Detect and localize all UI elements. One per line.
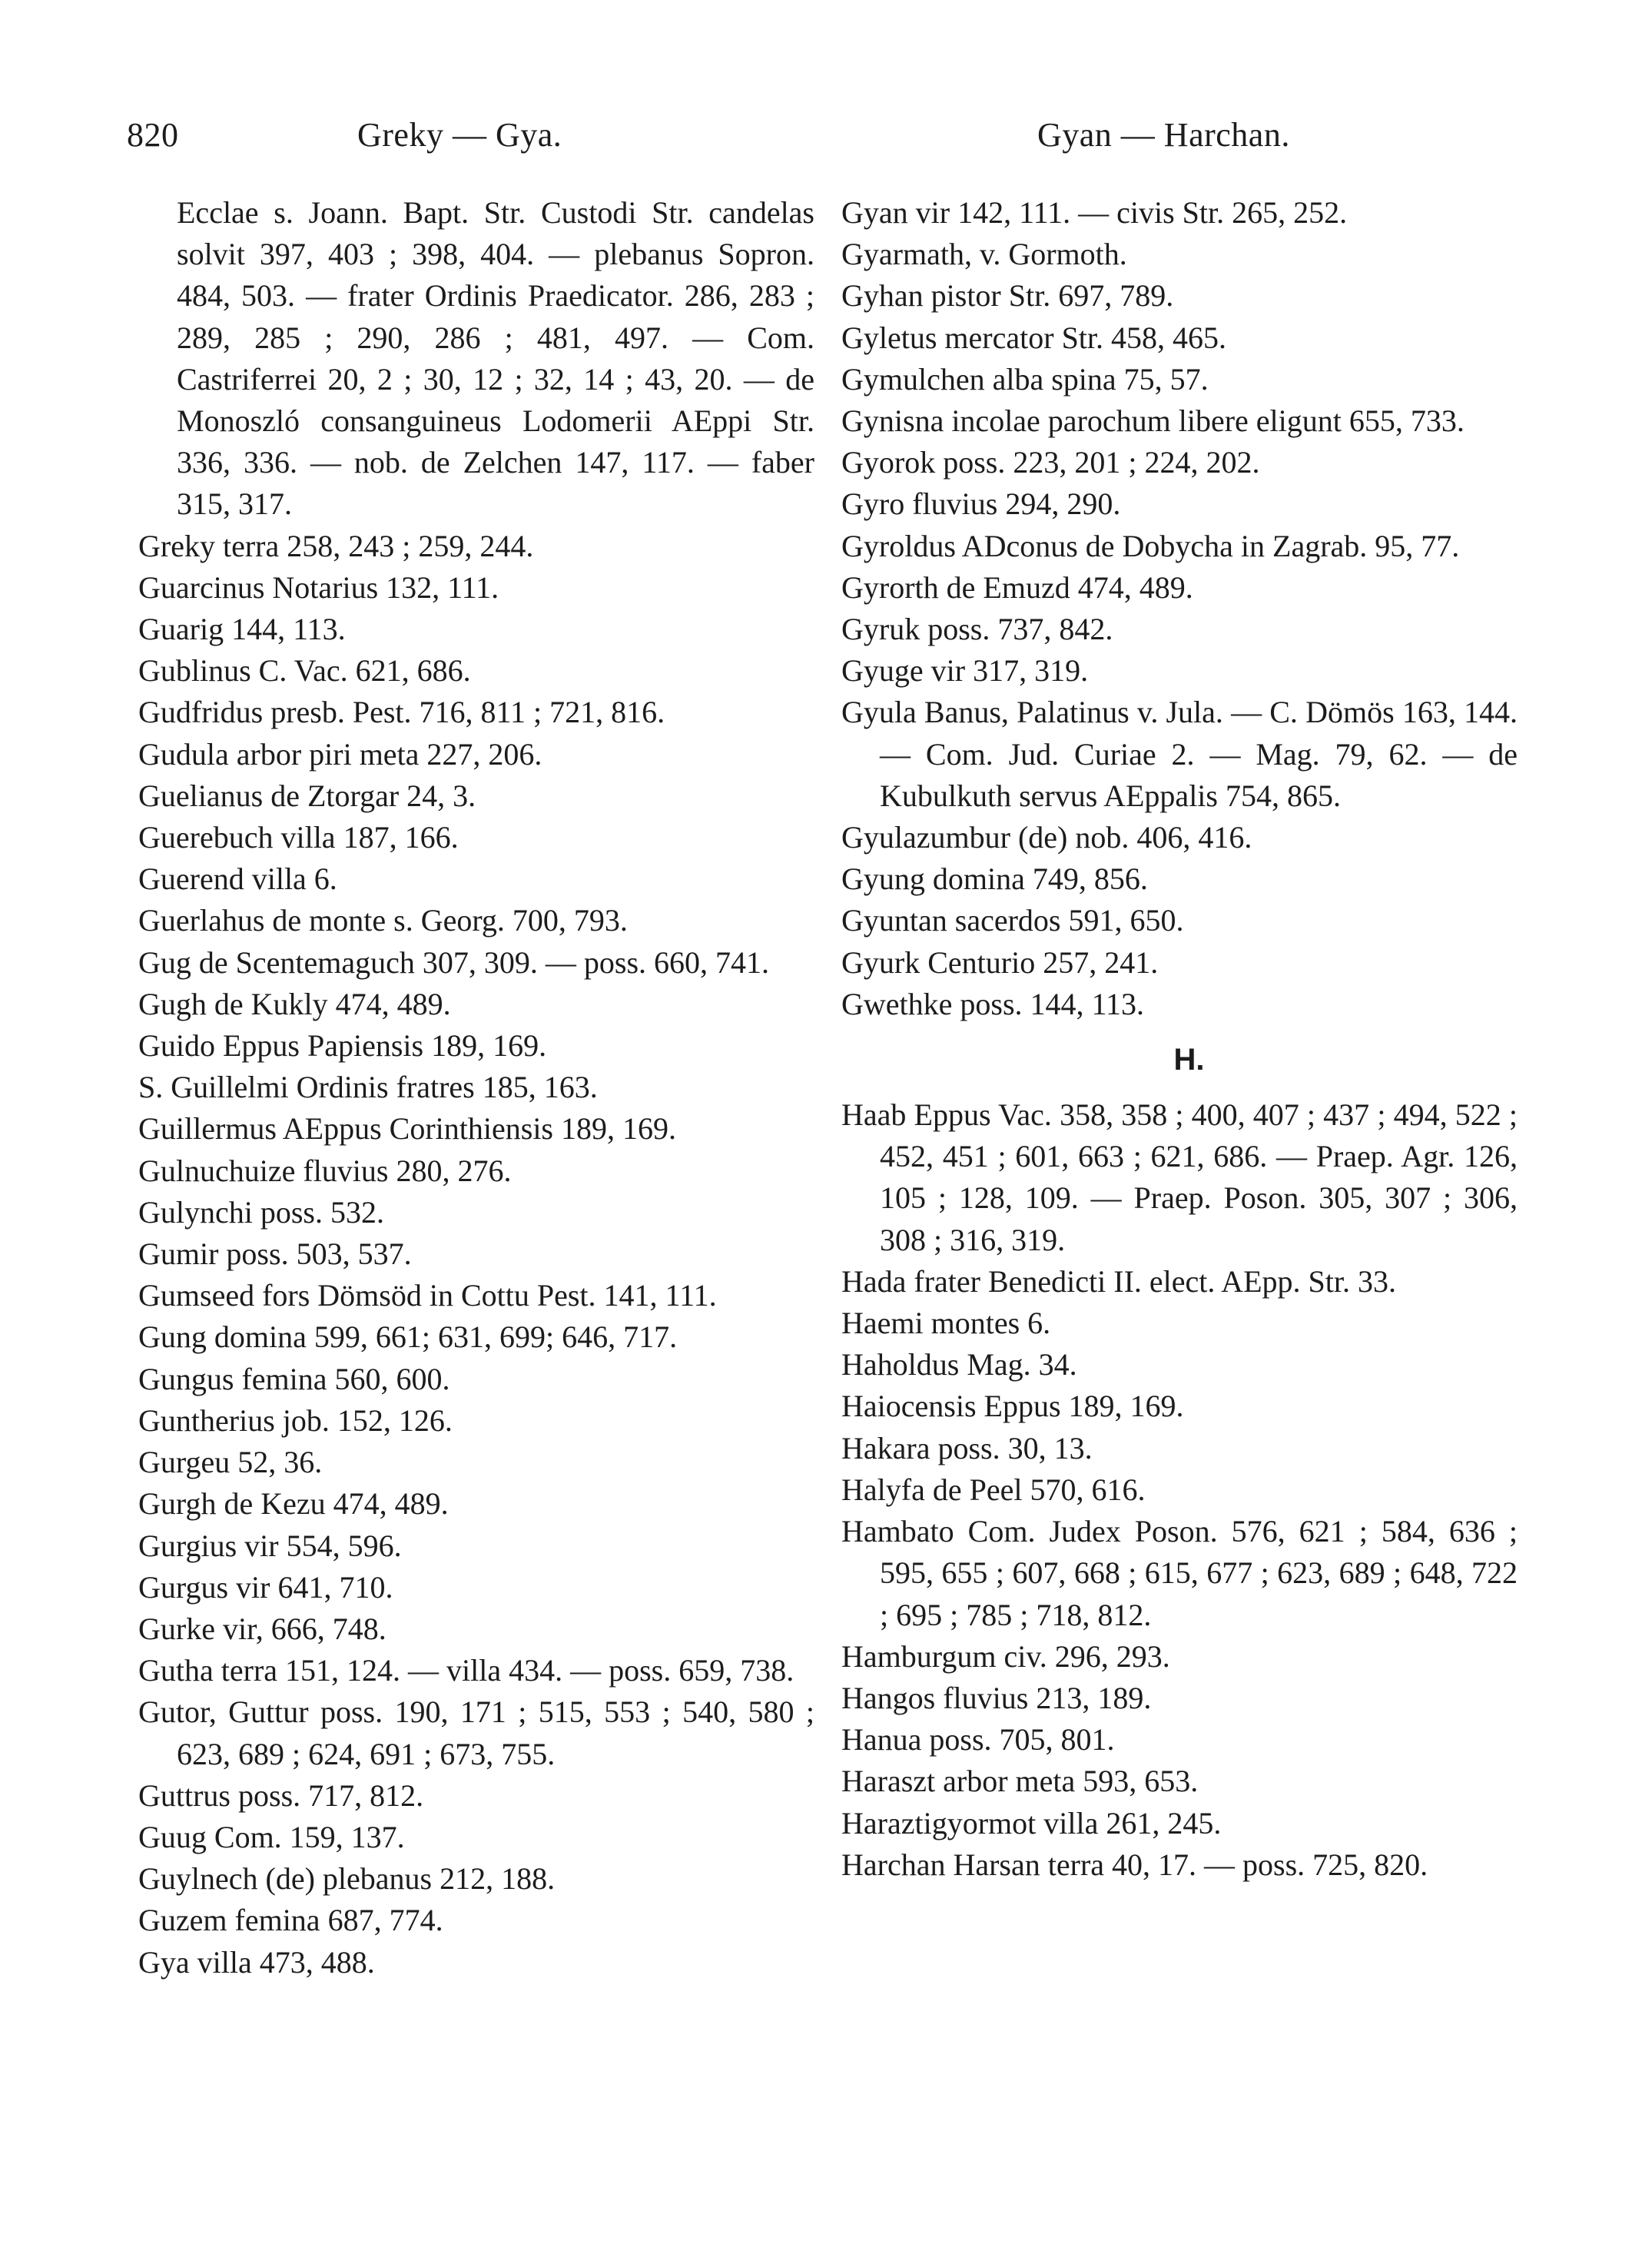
index-entry: Gurgius vir 554, 596. (138, 1528, 402, 1563)
index-entry: Guillermus AEppus Corinthiensis 189, 169. (138, 1111, 676, 1147)
index-entry: Gyan vir 142, 111. — civis Str. 265, 252. (841, 195, 1348, 230)
right-column (841, 192, 1518, 1886)
index-entry: Haraztigyormot villa 261, 245. (841, 1805, 1222, 1840)
index-entry: Guttrus poss. 717, 812. (138, 1777, 424, 1813)
index-entry: Guido Eppus Papiensis 189, 169. (138, 1028, 547, 1064)
index-entry: Harchan Harsan terra 40, 17. — poss. 725, 820. (841, 1847, 1428, 1882)
index-entry: Gurgh de Kezu 474, 489. (138, 1486, 449, 1522)
index-entry: Gyula Banus, Palatinus v. Jula. — C. Dömös 163, 144. — Com. Jud. Curiae 2. — Mag. 79, 62. — de Kubulkuth servus AEppalis 754, 865. (841, 695, 1518, 813)
index-entry: Gwethke poss. 144, 113. (841, 986, 1145, 1021)
index-entry: Gungus femina 560, 600. (138, 1361, 450, 1396)
index-entry: Hambato Com. Judex Poson. 576, 621 ; 584, 636 ; 595, 655 ; 607, 668 ; 615, 677 ; 623, 689 ; 648, 722 ; 695 ; 785 ; 718, 812. (841, 1514, 1518, 1632)
index-entry: Gurgeu 52, 36. (138, 1445, 323, 1480)
index-entry: Hakara poss. 30, 13. (841, 1430, 1093, 1465)
index-entry: Greky terra 258, 243 ; 259, 244. (138, 528, 534, 563)
index-entry: Gug de Scentemaguch 307, 309. — poss. 660, 741. (138, 944, 770, 980)
index-entry: Gumseed fors Dömsöd in Cottu Pest. 141, 111. (138, 1278, 717, 1313)
index-entry: Gudfridus presb. Pest. 716, 811 ; 721, 816. (138, 695, 665, 730)
index-entry: Gurgus vir 641, 710. (138, 1569, 393, 1605)
section-letter-heading: H. (1173, 1043, 1205, 1077)
index-entry: Gulnuchuize fluvius 280, 276. (138, 1153, 512, 1188)
index-entry: S. Guillelmi Ordinis fratres 185, 163. (138, 1070, 598, 1105)
index-entry: Gublinus C. Vac. 621, 686. (138, 653, 471, 689)
index-entry: Gugh de Kukly 474, 489. (138, 986, 451, 1021)
index-entry: Gumir poss. 503, 537. (138, 1236, 412, 1272)
index-entry: Gyarmath, v. Gormoth. (841, 237, 1127, 272)
index-entry: Gurke vir, 666, 748. (138, 1611, 386, 1646)
index-entry: Gulynchi poss. 532. (138, 1194, 384, 1230)
index-entry: Guylnech (de) plebanus 212, 188. (138, 1861, 556, 1897)
index-entry: Ecclae s. Joann. Bapt. Str. Custodi Str. candelas solvit 397, 403 ; 398, 404. — plebanus Sopron. 484, 503. — frater Ordinis Praedicator. 286, 283 ; 289, 285 ; 290, 286 ; 481, 497. — Com. Castriferrei 20, 2 ; 30, 12 ; 32, 14 ; 43, 20. — de Monoszló consanguineus Lodomerii AEppi Str. 336, 336. — nob. de Zelchen 147, 117. — faber 315, 317. (177, 195, 814, 522)
index-entry: Haab Eppus Vac. 358, 358 ; 400, 407 ; 437 ; 494, 522 ; 452, 451 ; 601, 663 ; 621, 686. — Praep. Agr. 126, 105 ; 128, 109. — Praep. Poson. 305, 307 ; 306, 308 ; 316, 319. (841, 1097, 1518, 1257)
index-entry: Gutor, Guttur poss. 190, 171 ; 515, 553 ; 540, 580 ; 623, 689 ; 624, 691 ; 673, 755. (138, 1694, 814, 1771)
index-entry: Gymulchen alba spina 75, 57. (841, 361, 1209, 397)
index-entry: Guarig 144, 113. (138, 612, 346, 647)
index-entry: Gynisna incolae parochum libere eligunt 655, 733. (841, 403, 1465, 439)
index-entry: Gyorok poss. 223, 201 ; 224, 202. (841, 445, 1260, 480)
left-column (138, 192, 814, 1983)
index-entry: Haiocensis Eppus 189, 169. (841, 1389, 1184, 1424)
index-entry: Halyfa de Peel 570, 616. (841, 1472, 1146, 1507)
index-entry: Guntherius job. 152, 126. (138, 1402, 453, 1438)
index-entry: Gutha terra 151, 124. — villa 434. — poss. 659, 738. (138, 1653, 794, 1688)
index-entry: Gyuge vir 317, 319. (841, 653, 1089, 689)
index-entry: Guzem femina 687, 774. (138, 1903, 443, 1938)
index-entry: Hada frater Benedicti II. elect. AEpp. Str. 33. (841, 1263, 1396, 1299)
index-entry: Hamburgum civ. 296, 293. (841, 1638, 1170, 1674)
index-entry: Gyro fluvius 294, 290. (841, 486, 1121, 522)
page-number: 820 (127, 116, 179, 154)
index-entry: Haholdus Mag. 34. (841, 1347, 1077, 1382)
index-entry: Guug Com. 159, 137. (138, 1819, 405, 1854)
index-entry: Gyuntan sacerdos 591, 650. (841, 903, 1184, 938)
index-entry: Haemi montes 6. (841, 1306, 1051, 1341)
index-entry: Gyhan pistor Str. 697, 789. (841, 278, 1174, 314)
index-entry: Hanua poss. 705, 801. (841, 1722, 1115, 1758)
index-entry: Gyroldus ADconus de Dobycha in Zagrab. 95, 77. (841, 528, 1460, 563)
left-running-title: Greky — Gya. (357, 116, 562, 154)
running-head (0, 115, 1652, 161)
index-entry: Gyung domina 749, 856. (841, 861, 1148, 897)
index-entry: Gyletus mercator Str. 458, 465. (841, 320, 1227, 355)
index-entry: Guerebuch villa 187, 166. (138, 820, 459, 855)
index-entry: Haraszt arbor meta 593, 653. (841, 1764, 1199, 1799)
right-running-title: Gyan — Harchan. (1037, 116, 1290, 154)
index-entry: Guerlahus de monte s. Georg. 700, 793. (138, 903, 628, 938)
index-entry: Guerend villa 6. (138, 861, 337, 897)
index-entry: Gyrorth de Emuzd 474, 489. (841, 569, 1193, 605)
index-entry: Gudula arbor piri meta 227, 206. (138, 736, 542, 772)
index-entry: Gyurk Centurio 257, 241. (841, 944, 1159, 980)
index-entry: Gung domina 599, 661; 631, 699; 646, 717. (138, 1319, 678, 1355)
index-entry: Guelianus de Ztorgar 24, 3. (138, 778, 476, 813)
index-entry: Guarcinus Notarius 132, 111. (138, 569, 499, 605)
index-entry: Hangos fluvius 213, 189. (841, 1680, 1152, 1715)
index-entry: Gya villa 473, 488. (138, 1944, 375, 1980)
index-entry: Gyulazumbur (de) nob. 406, 416. (841, 820, 1252, 855)
index-entry: Gyruk poss. 737, 842. (841, 612, 1113, 647)
